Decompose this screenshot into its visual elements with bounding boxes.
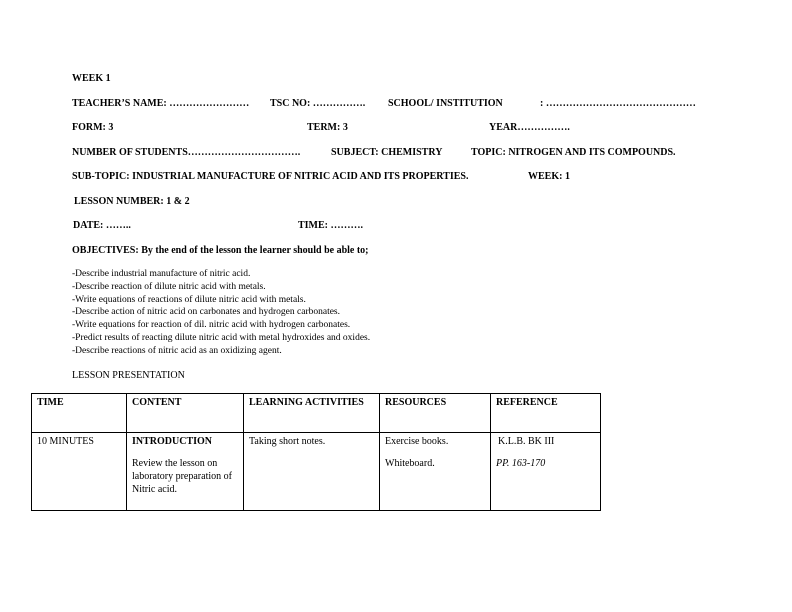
reference-pages: PP. 163-170 [496, 458, 546, 469]
objectives-intro: : By the end of the lesson the learner should be able to; [135, 245, 369, 256]
topic-field: TOPIC: NITROGEN AND ITS COMPOUNDS. [471, 147, 676, 158]
year-field: YEAR……………. [489, 122, 570, 133]
school-value: : ……………………………………… [540, 98, 696, 109]
objective-item: -Describe reactions of nitric acid as an oxidizing agent. [72, 345, 282, 356]
objective-item: -Describe industrial manufacture of nitric acid. [72, 269, 251, 279]
column-header-reference: REFERENCE [491, 394, 601, 433]
date-field: DATE: …….. [73, 220, 131, 231]
objective-item: -Describe action of nitric acid on carbonates and hydrogen carbonates. [72, 307, 340, 318]
lesson-table [31, 393, 601, 511]
column-header-activities: LEARNING ACTIVITIES [244, 394, 380, 433]
cell-reference [491, 433, 601, 511]
tsc-no-field: TSC NO: ……………. [270, 98, 366, 109]
lesson-presentation-heading: LESSON PRESENTATION [72, 370, 185, 381]
resource-item: Whiteboard. [385, 458, 435, 469]
cell-content [127, 433, 244, 511]
subtopic-field: SUB-TOPIC: INDUSTRIAL MANUFACTURE OF NITRIC ACID AND ITS PROPERTIES. [72, 171, 469, 182]
form-field: FORM: 3 [72, 122, 114, 133]
school-label: SCHOOL/ INSTITUTION [388, 98, 503, 109]
objective-item: -Describe reaction of dilute nitric acid with metals. [72, 281, 266, 292]
content-title: INTRODUCTION [132, 436, 213, 447]
term-field: TERM: 3 [307, 122, 348, 133]
objectives-heading [72, 245, 369, 256]
cell-time: 10 MINUTES [32, 433, 127, 511]
subtopic-week-field: WEEK: 1 [528, 171, 570, 182]
table-row [32, 433, 601, 511]
objective-item: -Predict results of reacting dilute nitric acid with metal hydroxides and oxides. [72, 332, 371, 343]
content-body: Review the lesson on laboratory preparation of Nitric acid. [132, 458, 232, 495]
week-label: WEEK 1 [72, 73, 111, 84]
objectives-label: OBJECTIVES [72, 245, 136, 256]
cell-activities: Taking short notes. [244, 433, 380, 511]
column-header-resources: RESOURCES [380, 394, 491, 433]
table-header-row [32, 394, 601, 433]
students-field: NUMBER OF STUDENTS……………………………. [72, 147, 301, 158]
column-header-time: TIME [32, 394, 127, 433]
column-header-content: CONTENT [127, 394, 244, 433]
objective-item: -Write equations for reaction of dil. nitric acid with hydrogen carbonates. [72, 320, 351, 331]
subject-field: SUBJECT: CHEMISTRY [331, 147, 443, 158]
reference-book: K.L.B. BK III [498, 436, 555, 447]
objectives-list [72, 268, 370, 358]
cell-resources [380, 433, 491, 511]
teacher-name-field: TEACHER’S NAME: …………………… [72, 98, 250, 109]
resource-item: Exercise books. [385, 436, 449, 447]
objective-item: -Write equations of reactions of dilute nitric acid with metals. [72, 294, 306, 305]
lesson-number-field: LESSON NUMBER: 1 & 2 [74, 196, 190, 207]
time-field: TIME: ………. [298, 220, 363, 231]
